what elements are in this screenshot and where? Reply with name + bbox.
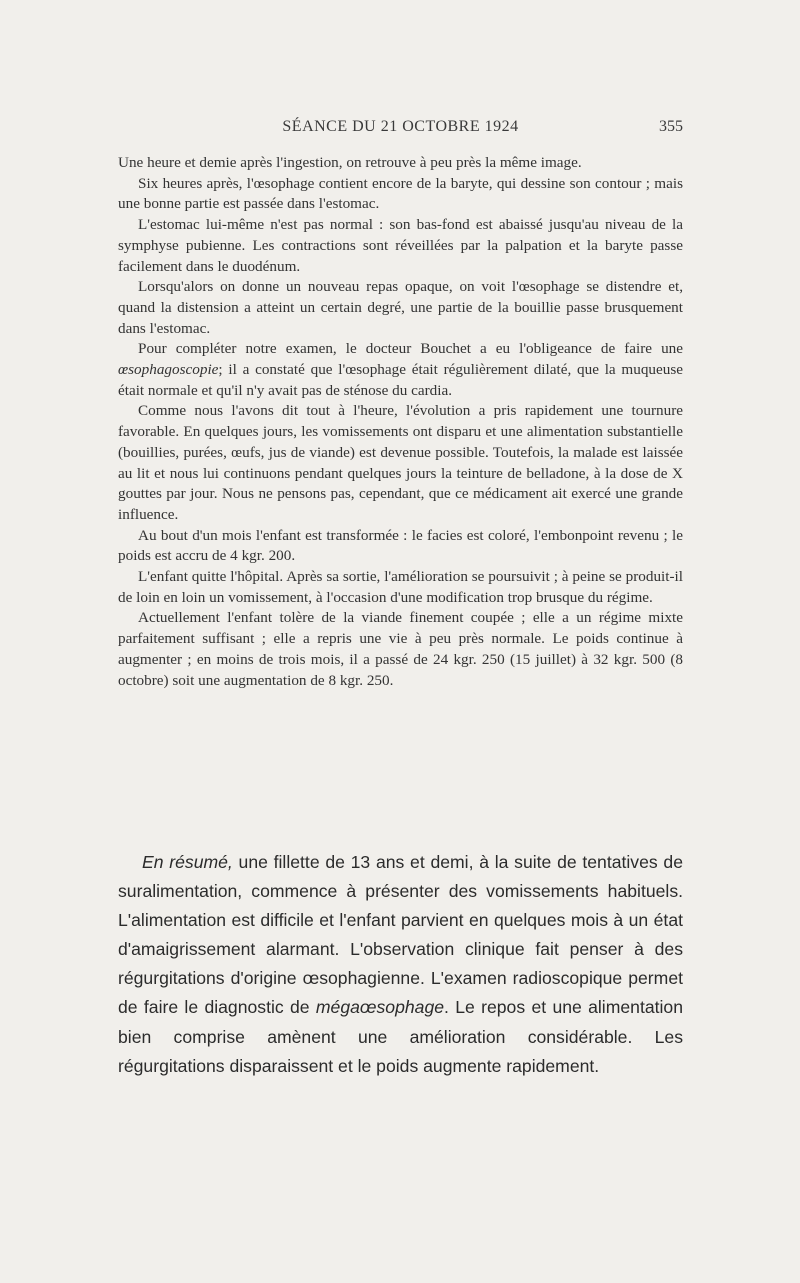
- paragraph: [118, 339, 683, 401]
- body-text: [118, 153, 683, 691]
- summary-paragraph: [118, 848, 683, 1081]
- paragraph: L'enfant quitte l'hôpital. Après sa sortie, l'amélioration se poursuivit ; à peine se produit-il de loin en loin un vomissement, à l'occasion d'une modification trop brusque du régime.: [118, 568, 683, 606]
- italic-term: mégaœsophage: [315, 997, 445, 1018]
- summary-lead: En résumé,: [142, 852, 233, 872]
- text-run: Pour compléter notre examen, le docteur Bouchet a eu l'obligeance de faire une: [138, 340, 683, 358]
- paragraph: Actuellement l'enfant tolère de la viande finement coupée ; elle a un régime mixte parfaitement suffisant ; elle a repris une vie à peu près normale. Le poids continue à augmenter ; en moins de trois mois, il a passé de 24 kgr. 250 (15 juillet) à 32 kgr. 500 (8 octobre) soit une augmentation de 8 kgr. 250.: [118, 609, 683, 689]
- text-run: une fillette de 13 ans et demi, à la suite de tentatives de suralimentation, commence à présenter des vomissements habituels. L'alimentation est difficile et l'enfant parvient en quelques mois à un état d'amaigrissement alarmant. L'observation clinique fait penser à des régurgitations d'origine œsophagienne. L'examen radioscopique permet de faire le diagnostic de: [118, 852, 683, 1018]
- summary-section: [118, 848, 683, 1081]
- paragraph: Une heure et demie après l'ingestion, on retrouve à peu près la même image.: [118, 154, 582, 171]
- text-run: . Le repos et une alimentation bien comprise amènent une amélioration considérable. Les régurgitations disparaissent et le poids augmente rapidement.: [118, 997, 683, 1076]
- italic-term: œsophagoscopie: [118, 361, 219, 379]
- page-number: 355: [659, 118, 683, 135]
- text-run: ; il a constaté que l'œsophage était régulièrement dilaté, que la muqueuse était normale et qu'il n'y avait pas de sténose du cardia.: [118, 361, 683, 399]
- paragraph: Six heures après, l'œsophage contient encore de la baryte, qui dessine son contour ; mais une bonne partie est passée dans l'estomac.: [118, 174, 683, 213]
- paragraph: Au bout d'un mois l'enfant est transformée : le facies est coloré, l'embonpoint revenu ; le poids est accru de 4 kgr. 200.: [118, 526, 683, 565]
- paragraph: Lorsqu'alors on donne un nouveau repas opaque, on voit l'œsophage se distendre et, quand la distension a atteint un certain degré, une partie de la bouillie passe brusquement dans l'estomac.: [118, 278, 683, 337]
- paragraph: L'estomac lui-même n'est pas normal : son bas-fond est abaissé jusqu'au niveau de la symphyse pubienne. Les contractions sont réveillées par la palpation et la baryte passe facilement dans le duodénum.: [118, 216, 683, 275]
- running-title: SÉANCE DU 21 OCTOBRE 1924: [282, 118, 519, 135]
- paragraph: Comme nous l'avons dit tout à l'heure, l'évolution a pris rapidement une tournure favorable. En quelques jours, les vomissements ont disparu et une alimentation substantielle (bouillies, purées, œufs, jus de viande) est devenue possible. Toutefois, la malade est laissée au lit et nous lui continuons pendant quelques jours la teinture de belladone, à la dose de X gouttes par jour. Nous ne pensons pas, cependant, que ce médicament ait exercé une grande influence.: [118, 402, 683, 523]
- running-header: [118, 118, 683, 140]
